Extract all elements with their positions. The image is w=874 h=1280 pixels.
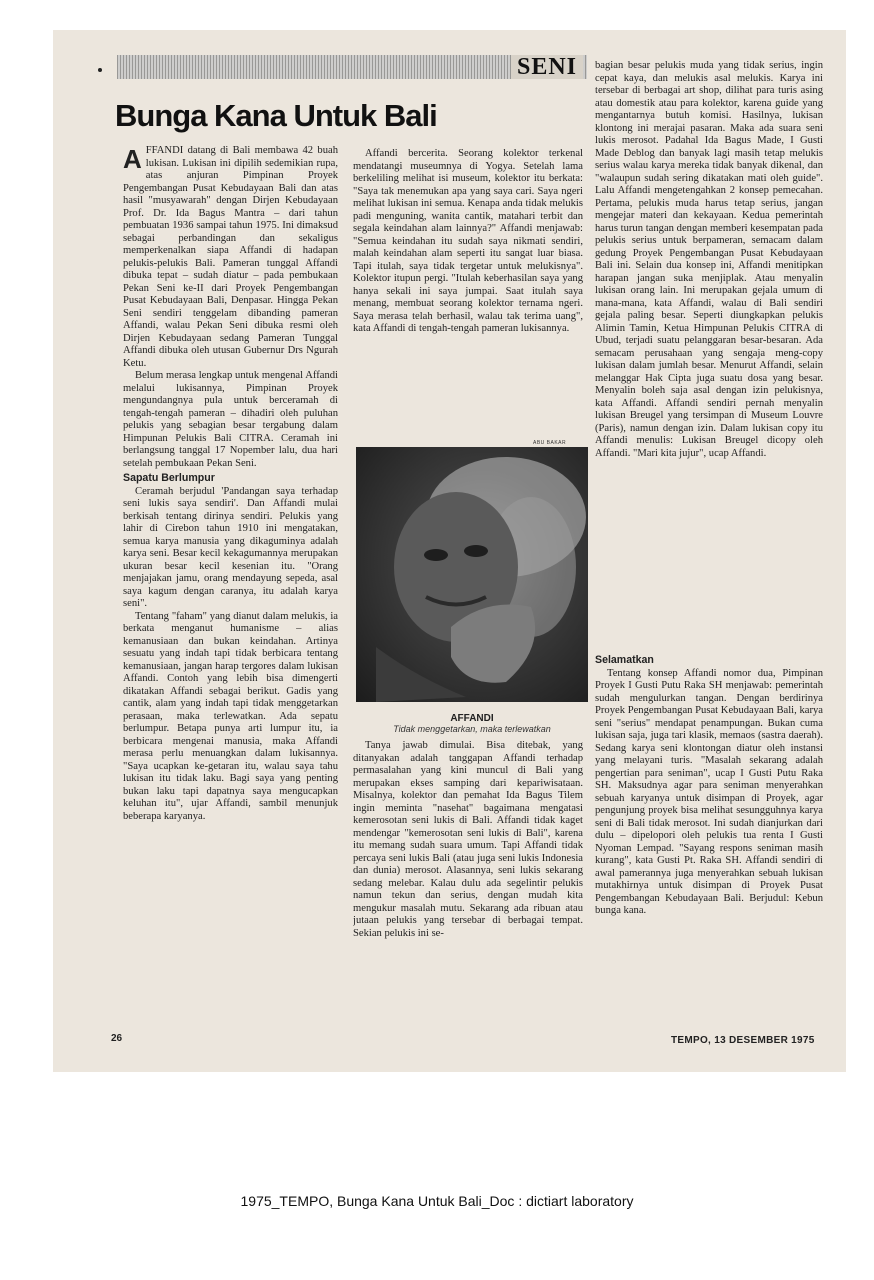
issue-date: TEMPO, 13 DESEMBER 1975 [671, 1035, 815, 1046]
paragraph: Tentang konsep Affandi nomor dua, Pimpinan Proyek I Gusti Putu Raka SH menjawab: pemerintah sudah mengulurkan tangan. Dengan berdirinya Proyek Pengembangan Pusat Kebudayaan Bali, karya seni "serius" mendapat penampungan. Bukan cuma lukisan saja, juga tari klasik, memaos (sastra daerah). Sedang karya seni klontongan diatur oleh instansi yang melayani turis. "Masalah sekarang adalah pengertian para seniman", ucap I Gusti Putu Raka SH. Maksudnya agar para seniman menyerahkan sebuah karyanya untuk disimpan di Proyek, agar pengunjung proyek bisa melihat sesungguhnya karya seni di Bali tidak merosot. Ini sudah dianjurkan dari dulu – dipelopori oleh pelukis tua renta I Gusti Nyoman Lempad. "Sayang respons seniman masih kurang", kata Gusti Pt. Raka SH. Affandi sendiri di awal pamerannya juga menyerahkan sebuah lukisan mutakhirnya untuk disimpan di Proyek Pusat Pengembangan Kebudayaan Bali. Berjudul: Kebun bunga kana. [595, 667, 823, 916]
paragraph: Ceramah berjudul 'Pandangan saya terhadap seni lukis saya sendiri'. Dan Affandi mulai berkisah tentang dirinya sendiri. Pelukis yang lahir di Cirebon tahun 1910 ini mengatakan, semua karya manusia yang dikaguminya adalah karya seni. Besar kecil kekagumannya merupakan ukuran besar kecil kesenian itu. "Orang menjajakan jamu, orang mendayung sepeda, asal saya kagum dengan caranya, itu adalah karya seni". [123, 485, 338, 609]
subheading-1: Sapatu Berlumpur [123, 472, 215, 484]
page-number: 26 [111, 1033, 123, 1044]
column-3-bottom [595, 652, 823, 1034]
column-3-top [595, 60, 823, 658]
section-label: SENI [511, 55, 583, 79]
margin-dot [98, 68, 102, 72]
drop-cap: A [123, 145, 142, 174]
paragraph: Tentang "faham" yang dianut dalam melukis, ia berkata menganut humanisme – alias kemanusiaan dan bukan keindahan. Artinya sesuatu yang indah tapi tidak berbicara tentang kemanusiaan, jangan harap tergores dalam lukisan Affandi. Contoh yang lebih bisa dimengerti dikatakan Affandi sebagai berikut. Gadis yang cantik, alam yang indah tapi tidak menggetarkan perasaan, maka terlewatkan. Ada sepatu berlumpur. Betapa punya arti lumpur itu, ia berbicara mengenai manusia, maka Affandi merasa perlu menuangkan dalam lukisannya. "Saya ucapkan ke-getaran itu, walau saya tahu lukisan itu tidak laku. Bagi saya yang penting bukan laku tapi dapatnya saya mengucapkan keluhan itu", ujar Affandi, sambil menunjuk beberapa karyanya. [123, 610, 338, 822]
subheading-2: Selamatkan [595, 654, 654, 666]
paragraph: Affandi bercerita. Seorang kolektor terkenal mendatangi museumnya di Yogya. Setelah lama berkeliling melihat isi museum, kolektor itu berkata: "Saya tak menemukan apa yang saya cari. Saya ngeri melihat lukisan ini semua. Kenapa anda tidak melukis padi menguning, wanita cantik, matahari terbit dan segala keindahan alam lainnya?" Affandi menjawab: "Semua keindahan itu sudah saya nikmati sendiri, malah keindahan alam seperti itu sangat luar biasa. Tapi itulah, saya tidak tergetar untuk melukisnya". Kolektor itupun pergi. "Itulah keberhasilan saya yang hanya sekali ini saya jumpai. Saat itulah saya menang, membuat seorang kolektor ternama ngeri. Saya merasa telah berhasil, walau tak terima uang", kata Affandi di tengah-tengah pameran lukisannya. [353, 148, 583, 334]
article-headline: Bunga Kana Untuk Bali [115, 98, 437, 133]
paragraph: bagian besar pelukis muda yang tidak serius, ingin cepat kaya, dan melukis asal melukis. Karya ini tersebar di berbagai art shop, dilihat para turis asing atau domestik atau para kolektor, karena guide yang mengantarnya butuh komisi. Hasilnya, lukisan klontong ini merajai pasaran. Maka ada suara seni lukis merosot. Padahal Ida Bagus Made, I Gusti Made Deblog dan banyak lagi masih tetap melukis serius walau karya mereka tidak banyak dikenal, dan "walaupun sudah sering dikatakan mati oleh guide". Lalu Affandi mengetengahkan 2 konsep pemecahan. Pertama, pelukis muda harus tetap serius, jangan mengejar materi dan kekayaan. Kedua pemerintah harus turun tangan dengan memberi kesempatan pada pelukis serius untuk berpameran, semacam dalam gedung Proyek Pengembangan Pusat Kebudayaan Bali ini. Selain dua konsep ini, Affandi menitipkan harapan jangan suka menjiplak. Atau menyalin lukisan orang lain. Ini merupakan gejala umum di mana-mana, kata Affandi, walau di Bali sendiri gejala paling besar. Seperti diungkapkan pelukis Alimin Tamin, Ketua Himpunan Pelukis CITRA di Ubud, terjadi suatu pelanggaran besar-besaran. Ada semacam perusahaan yang sengaja meng-copy lukisan dalam jumlah besar. Menurut Affandi, selain melanggar Hak Cipta juga suatu dosa yang besar. Menyalin boleh saja asal dengan izin pelukisnya, kata Affandi. Affandi sendiri pernah menyalin lukisan Breugel yang tersimpan di Museum Louvre (Paris), namun dengan izin. Dalam lukisan copy itu Affandi menulis: Lukisan Breugel dicopy oleh Affandi. "Mari kita jujur", ucap Affandi. [595, 60, 823, 459]
photo-caption-description: Tidak menggetarkan, maka terlewatkan [393, 724, 551, 734]
magazine-page [53, 30, 846, 1072]
lead-paragraph: FFANDI datang di Bali membawa 42 buah lukisan. Lukisan ini dipilih sedemikian rupa, atas anjuran Pimpinan Proyek Pengembangan Pusat Kebudayaan Bali dan atas hasil "musyawarah" dengan Dirjen Kebudayaan Prof. Dr. Ida Bagus Mantra – dari tahun pembuatan 1936 sampai tahun 1975. Ini dimaksud sebagai perbandingan dan sekaligus memperkenalkan siapa Affandi di hadapan pelukis-pelukis Bali. Pameran tunggal Affandi dibuka tepat – sudah diatur – pada pembukaan Pekan Seni ke-II dari Proyek Pengembangan Pusat Kebudayaan Bali, Denpasar. Hingga Pekan Seni sendiri tenggelam dibanding pameran Affandi, walau Pekan Seni dibuka resmi oleh Dirjen Kebudayaan sedang Pameran Tunggal Affandi dibuka oleh utusan Gubernur Drs Ngurah Ketu. [123, 145, 338, 369]
photo-caption-name: AFFANDI [450, 713, 494, 724]
paragraph: Belum merasa lengkap untuk mengenal Affandi melalui lukisannya, Pimpinan Proyek mengundangnya pula untuk berceramah di tengah-tengah pameran – dihadiri oleh puluhan pelukis yang sebagian besar tergabung dalam Himpunan Pelukis Bali CITRA. Ceramah ini berlangsung tanggal 17 Nopember lalu, dua hari setelah pembukaan Pekan Seni. [123, 370, 338, 469]
photo-credit: ABU BAKAR [533, 440, 567, 446]
column-1 [123, 145, 338, 1025]
portrait-illustration [356, 447, 588, 702]
column-2-top [353, 148, 583, 438]
column-2-bottom [353, 740, 583, 1035]
paragraph: Tanya jawab dimulai. Bisa ditebak, yang ditanyakan adalah tanggapan Affandi terhadap permasalahan yang kini muncul di Bali yang merupakan ekses samping dari kepariwisataan. Misalnya, kolektor dan pemahat Ida Bagus Tilem ingin meminta "nasehat" bagaimana mengatasi kemerosotan seni lukis di Bali. Affandi tidak kaget mendengar "kemerosotan seni lukis di Bali", karena itu memang sudah suara umum. Tapi Affandi tidak percaya seni lukis Bali (atau juga seni lukis Indonesia dan dunia) merosot. Alasannya, seni lukis sekarang sedang melebar. Kalau dulu ada segelintir pelukis namun tekun dan serius, dengan mudah kita mengukur masalah mutu. Sekarang ada ribuan atau jutaan pelukis yang tersebar di berbagai tempat. Sekian pelukis ini se- [353, 740, 583, 939]
affandi-portrait-photo [356, 447, 588, 702]
document-caption: 1975_TEMPO, Bunga Kana Untuk Bali_Doc : dictiart laboratory [240, 1193, 634, 1209]
